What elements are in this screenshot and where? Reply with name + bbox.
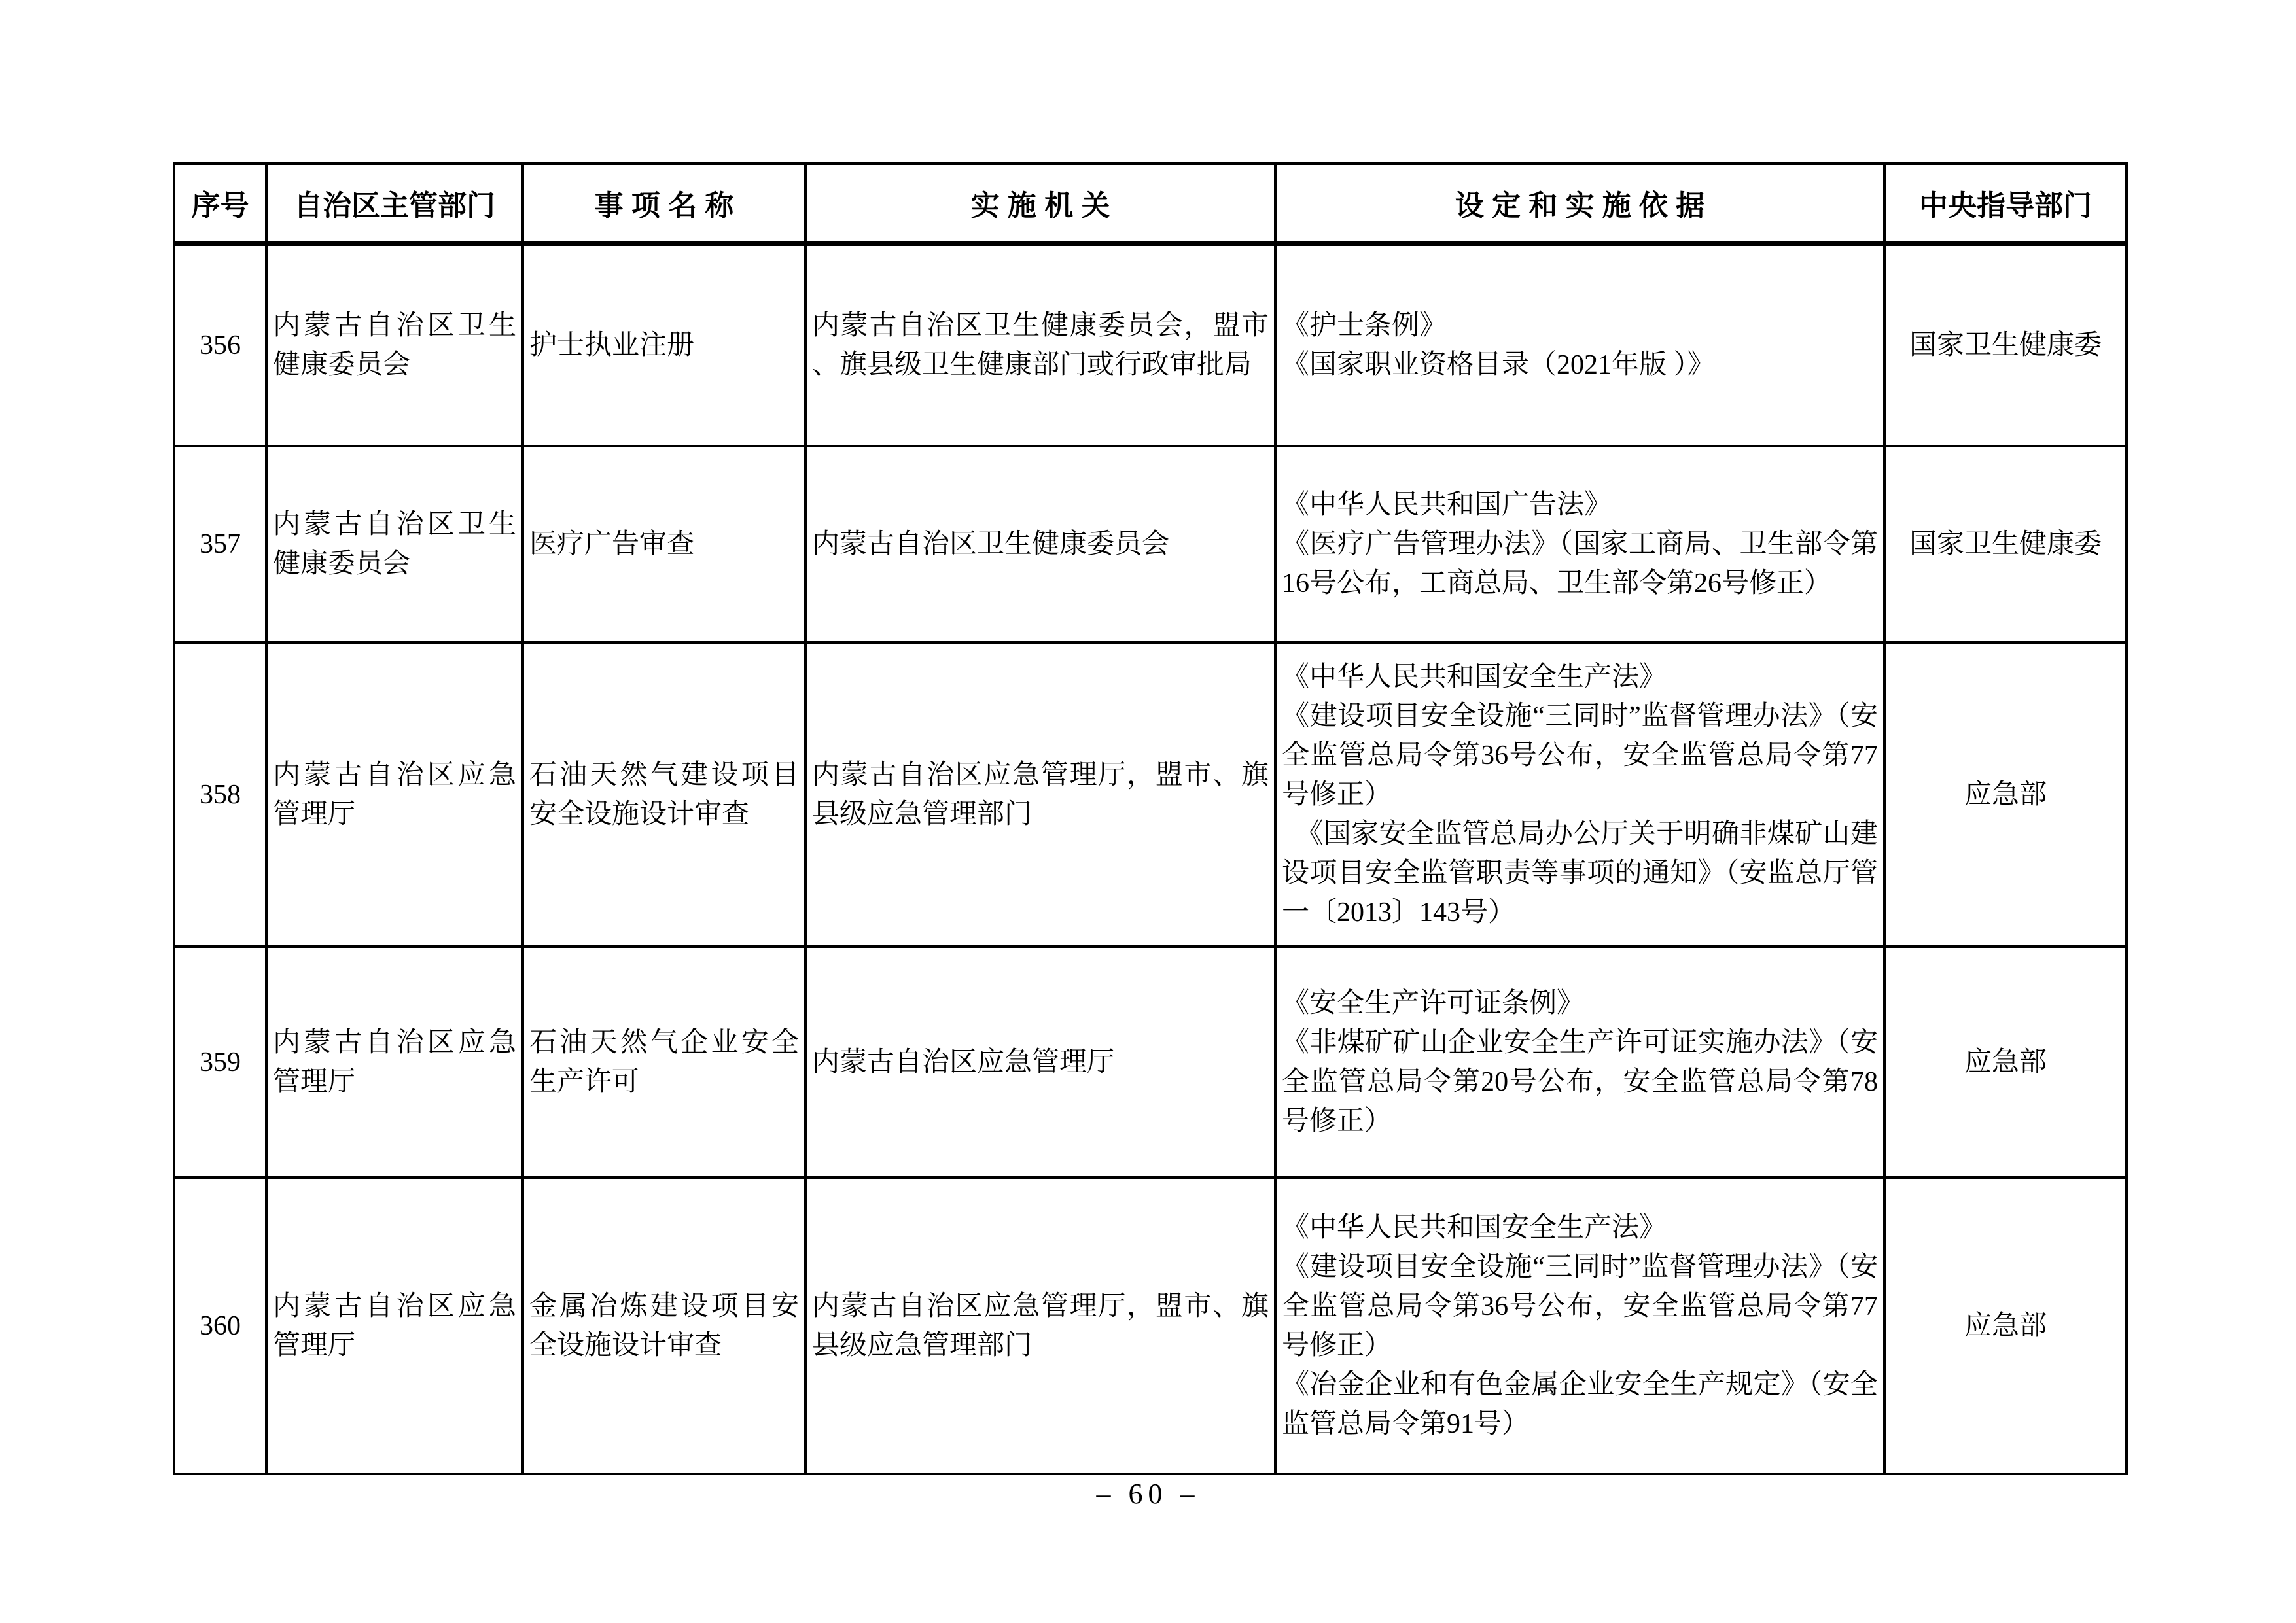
row-central: 国家卫生健康委 [1884, 446, 2127, 642]
row-basis [1275, 1178, 1884, 1474]
row-agency: 内蒙古自治区应急管理厅，盟市、旗县级应急管理部门 [805, 1178, 1275, 1474]
row-basis [1275, 243, 1884, 446]
row-central: 应急部 [1884, 947, 2127, 1178]
row-agency: 内蒙古自治区卫生健康委员会，盟市、旗县级卫生健康部门或行政审批局 [805, 243, 1275, 446]
row-dept: 内蒙古自治区卫生健康委员会 [266, 243, 523, 446]
row-basis [1275, 947, 1884, 1178]
row-dept: 内蒙古自治区应急管理厅 [266, 1178, 523, 1474]
basis-line: 《非煤矿矿山企业安全生产许可证实施办法》（安全监管总局令第20号公布，安全监管总局令第78号修正） [1282, 1027, 1878, 1136]
row-central: 应急部 [1884, 642, 2127, 947]
table-row [174, 446, 2127, 642]
basis-line: 《冶金企业和有色金属企业安全生产规定》（安全监管总局令第91号） [1282, 1369, 1878, 1439]
basis-line: 《建设项目安全设施“三同时”监督管理办法》（安全监管总局令第36号公布，安全监管总局令第77号修正） [1282, 701, 1878, 810]
row-basis [1275, 446, 1884, 642]
row-agency: 内蒙古自治区应急管理厅，盟市、旗县级应急管理部门 [805, 642, 1275, 947]
row-item: 金属冶炼建设项目安全设施设计审查 [523, 1178, 805, 1474]
row-dept: 内蒙古自治区应急管理厅 [266, 642, 523, 947]
basis-line: 《建设项目安全设施“三同时”监督管理办法》（安全监管总局令第36号公布，安全监管总局令第77号修正） [1282, 1251, 1878, 1361]
header-basis: 设 定 和 实 施 依 据 [1275, 164, 1884, 243]
table-row [174, 243, 2127, 446]
row-basis [1275, 642, 1884, 947]
table-row [174, 642, 2127, 947]
header-central: 中央指导部门 [1884, 164, 2127, 243]
row-no: 359 [174, 947, 266, 1178]
row-no: 357 [174, 446, 266, 642]
row-no: 356 [174, 243, 266, 446]
row-central: 应急部 [1884, 1178, 2127, 1474]
basis-line: 《中华人民共和国安全生产法》 [1282, 661, 1667, 692]
table-row [174, 947, 2127, 1178]
row-dept: 内蒙古自治区卫生健康委员会 [266, 446, 523, 642]
row-item: 护士执业注册 [523, 243, 805, 446]
row-agency: 内蒙古自治区卫生健康委员会 [805, 446, 1275, 642]
row-item: 医疗广告审查 [523, 446, 805, 642]
row-agency: 内蒙古自治区应急管理厅 [805, 947, 1275, 1178]
row-item: 石油天然气企业安全生产许可 [523, 947, 805, 1178]
row-no: 358 [174, 642, 266, 947]
header-dept: 自治区主管部门 [266, 164, 523, 243]
header-no: 序号 [174, 164, 266, 243]
admin-items-table [173, 162, 2128, 1475]
page-number: – 60 – [1096, 1478, 1200, 1510]
basis-line: 《安全生产许可证条例》 [1282, 988, 1585, 1019]
header-item: 事 项 名 称 [523, 164, 805, 243]
row-dept: 内蒙古自治区应急管理厅 [266, 947, 523, 1178]
table-row [174, 1178, 2127, 1474]
basis-line: 《医疗广告管理办法》（国家工商局、卫生部令第16号公布，工商总局、卫生部令第26号修正） [1282, 529, 1878, 599]
basis-line: 《护士条例》 [1282, 311, 1447, 341]
row-central: 国家卫生健康委 [1884, 243, 2127, 446]
basis-line: 《中华人民共和国广告法》 [1282, 490, 1612, 520]
row-item: 石油天然气建设项目安全设施设计审查 [523, 642, 805, 947]
header-row [174, 164, 2127, 243]
header-agency: 实 施 机 关 [805, 164, 1275, 243]
basis-line: 《国家职业资格目录（2021年版 ）》 [1282, 350, 1715, 380]
basis-line: 《中华人民共和国安全生产法》 [1282, 1212, 1667, 1243]
row-no: 360 [174, 1178, 266, 1474]
basis-line: 《国家安全监管总局办公厅关于明确非煤矿山建设项目安全监管职责等事项的通知》（安监总厅管一〔2013〕143号） [1282, 818, 1878, 928]
